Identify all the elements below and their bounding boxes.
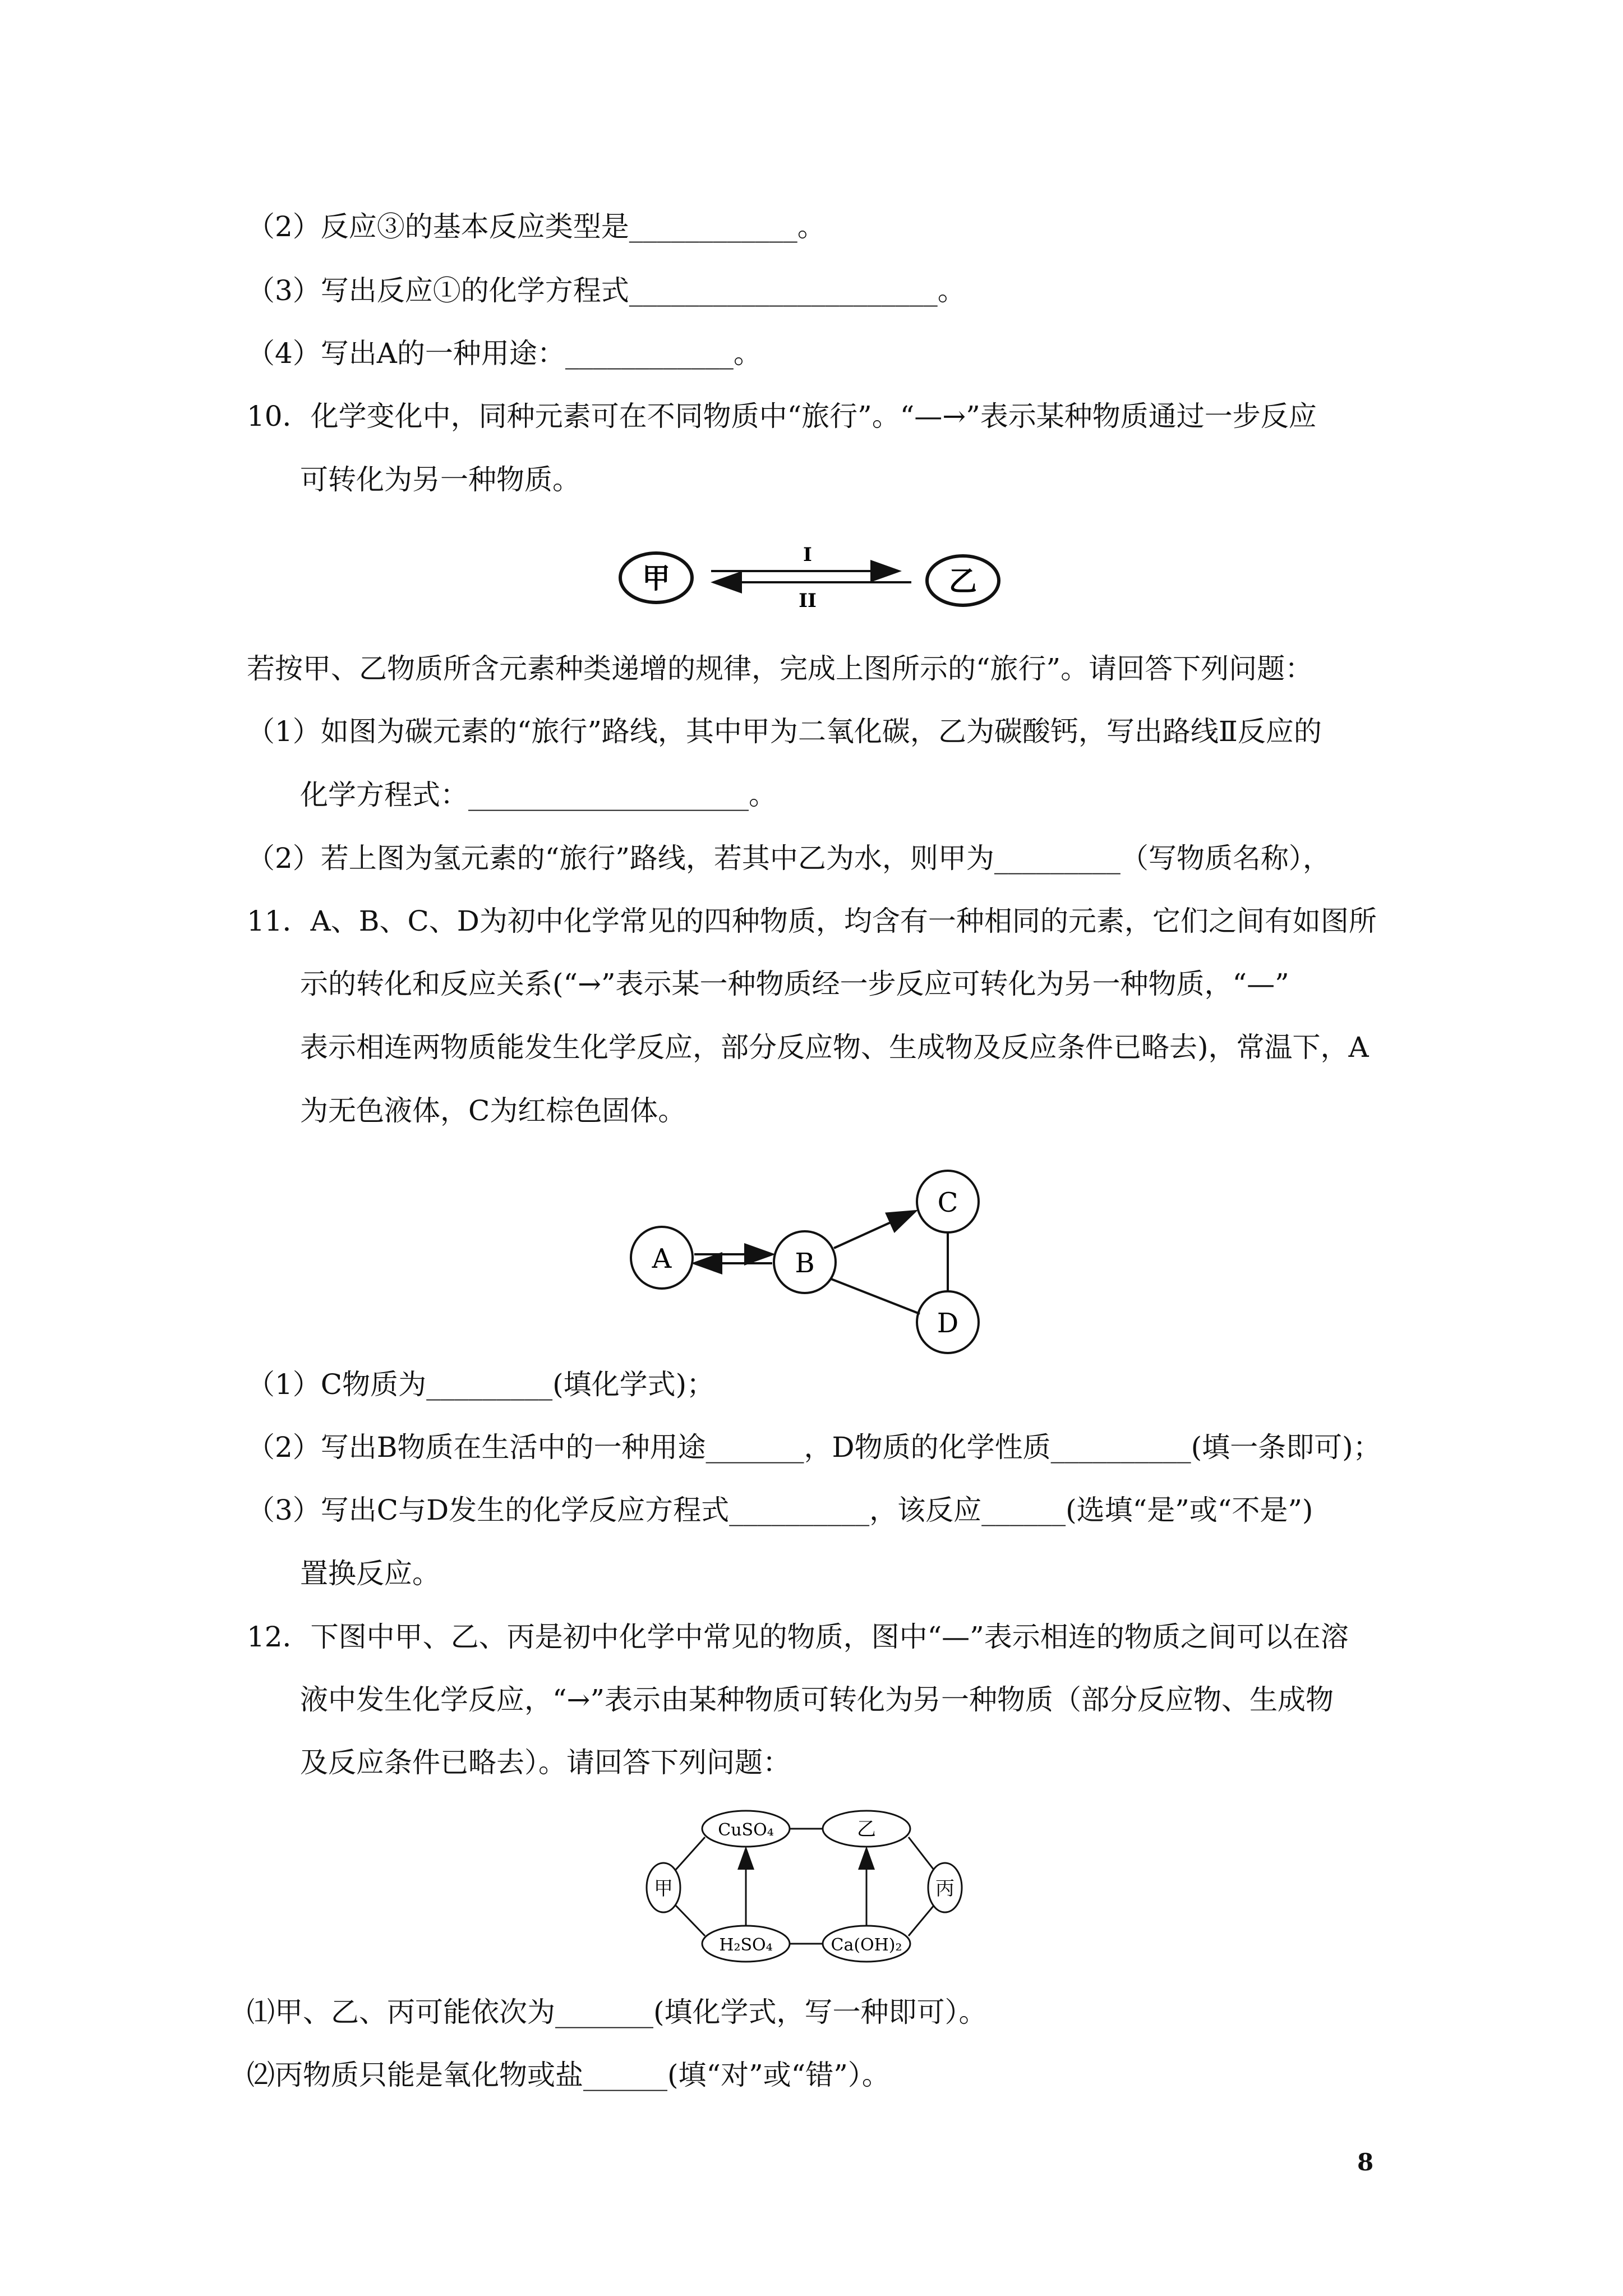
node-bing-label: 丙	[935, 1878, 955, 1900]
diagram-cuso4	[642, 1809, 990, 1966]
node-a-label: A	[652, 1243, 672, 1274]
q10-stem-1: 10．化学变化中，同种元素可在不同物质中“旅行”。“—→”表示某种物质通过一步反应	[247, 400, 1317, 432]
node-yi-label: 乙	[857, 1818, 876, 1841]
node-d-label: D	[937, 1308, 959, 1339]
link-jia-cuso4	[676, 1837, 705, 1870]
q9-part2: （2）反应③的基本反应类型是____________。	[247, 210, 826, 243]
diagram-jia-yi	[608, 539, 1018, 623]
q12-part1: ⑴甲、乙、丙可能依次为_______(填化学式，写一种即可）。	[247, 1996, 987, 2028]
diagram-abcd	[628, 1167, 993, 1358]
q11-part3-b: 置换反应。	[300, 1557, 440, 1590]
q11-part1: （1）C物质为_________(填化学式)；	[247, 1368, 715, 1401]
q9-part3: （3）写出反应①的化学方程式______________________。	[247, 274, 966, 307]
link-jia-h2so4	[676, 1906, 705, 1936]
q12-stem-2: 液中发生化学反应，“→”表示由某种物质可转化为另一种物质（部分反应物、生成物	[300, 1683, 1334, 1716]
q10-stem-2: 可转化为另一种物质。	[300, 463, 580, 496]
node-jia-label: 甲	[654, 1878, 673, 1900]
q10-part1-b: 化学方程式：____________________。	[300, 779, 777, 811]
route-label-2: II	[799, 590, 817, 612]
node-h2so4-label: H₂SO₄	[719, 1935, 773, 1955]
q11-stem-1: 11．A、B、C、D为初中化学常见的四种物质，均含有一种相同的元素，它们之间有如图所	[247, 905, 1377, 937]
node-c-label: C	[937, 1187, 958, 1218]
node-jia-label: 甲	[642, 562, 670, 595]
q10-part2: （2）若上图为氢元素的“旅行”路线，若其中乙为水，则甲为_________（写物质名称），	[247, 842, 1331, 875]
arrow-b-to-c	[834, 1212, 914, 1248]
link-caoh2-bing	[909, 1906, 934, 1936]
q11-part2: （2）写出B物质在生活中的一种用途_______，D物质的化学性质__________(填一条即可)；	[247, 1431, 1381, 1464]
q10-stem-3: 若按甲、乙物质所含元素种类递增的规律，完成上图所示的“旅行”。请回答下列问题：	[247, 652, 1313, 685]
q11-part3-a: （3）写出C与D发生的化学反应方程式__________，该反应______(选填“是”或“不是”)	[247, 1494, 1313, 1526]
q11-stem-4: 为无色液体，C为红棕色固体。	[300, 1094, 686, 1127]
q9-part4: （4）写出A的一种用途：____________。	[247, 337, 762, 370]
link-b-d	[831, 1279, 920, 1314]
page-number: 8	[1357, 2148, 1374, 2176]
q12-part2: ⑵丙物质只能是氧化物或盐______(填“对”或“错”）。	[247, 2059, 890, 2091]
link-yi-bing	[909, 1837, 934, 1870]
node-cuso4-label: CuSO₄	[718, 1820, 774, 1840]
q12-stem-3: 及反应条件已略去）。请回答下列问题：	[300, 1746, 791, 1779]
node-caoh2-label: Ca(OH)₂	[831, 1935, 902, 1955]
q10-part1-a: （1）如图为碳元素的“旅行”路线，其中甲为二氧化碳，乙为碳酸钙，写出路线Ⅱ反应的	[247, 715, 1322, 748]
q11-stem-3: 表示相连两物质能发生化学反应，部分反应物、生成物及反应条件已略去)，常温下，A	[300, 1031, 1369, 1064]
q11-stem-2: 示的转化和反应关系(“→”表示某一种物质经一步反应可转化为另一种物质，“—”	[300, 968, 1289, 1000]
node-yi-label: 乙	[949, 564, 977, 597]
node-b-label: B	[795, 1248, 815, 1279]
route-label-1: I	[803, 544, 812, 566]
q12-stem-1: 12．下图中甲、乙、丙是初中化学中常见的物质，图中“—”表示相连的物质之间可以在溶	[247, 1621, 1349, 1653]
